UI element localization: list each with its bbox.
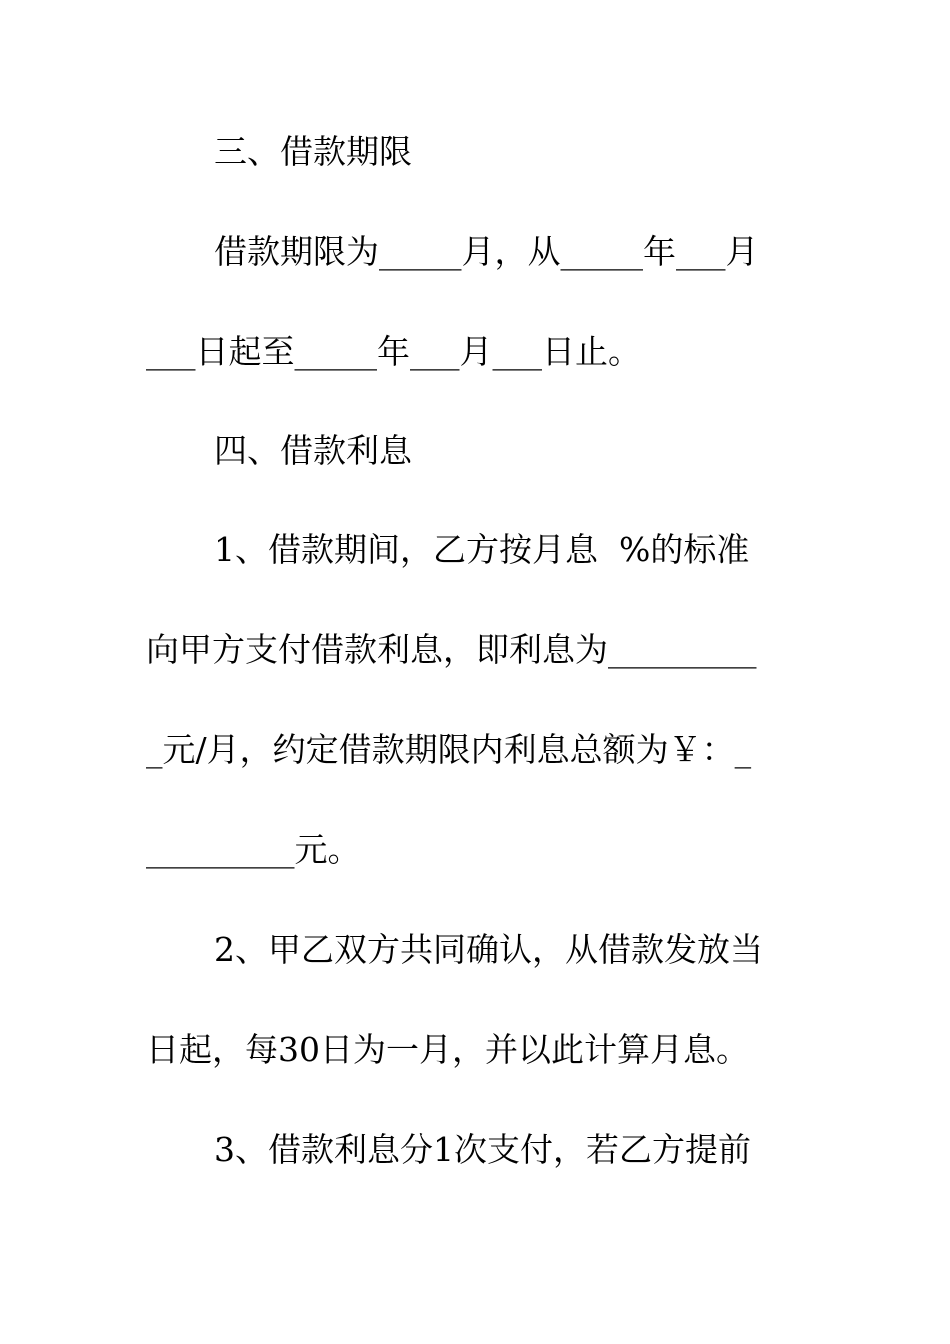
paragraph-line: 向甲方支付借款利息，即利息为_________ [146,630,757,669]
paragraph-line: ___日起至_____年___月___日止。 [146,332,641,371]
paragraph-line: 日起，每30日为一月，并以此计算月息。 [146,1030,749,1069]
section-heading-loan-term: 三、借款期限 [214,132,412,171]
paragraph-line: _________元。 [146,830,361,869]
paragraph-line: _元/月，约定借款期限内利息总额为￥：_ [146,730,752,769]
paragraph-line: 借款期限为_____月，从_____年___月 [214,232,759,271]
section-heading-loan-interest: 四、借款利息 [214,431,412,470]
paragraph-line: 3、借款利息分1次支付，若乙方提前 [214,1130,751,1169]
paragraph-line: 1、借款期间，乙方按月息 %的标准 [214,530,750,569]
paragraph-line: 2、甲乙双方共同确认，从借款发放当 [214,930,763,969]
